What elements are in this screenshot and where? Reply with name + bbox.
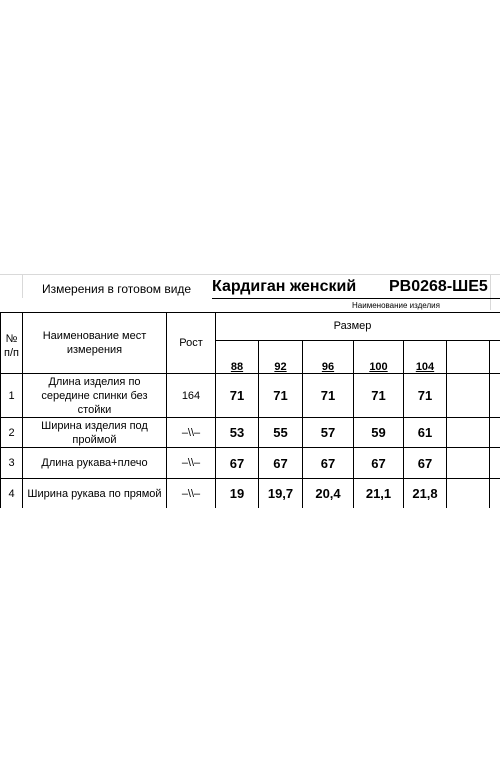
row-value: 71 — [273, 388, 288, 403]
gridline — [0, 274, 500, 275]
row-number: 4 — [8, 487, 15, 500]
row-value: 71 — [371, 388, 386, 403]
size-label: 96 — [321, 361, 335, 373]
table-border — [489, 340, 490, 508]
header-label: Измерения в готовом виде — [42, 282, 192, 296]
gridline — [22, 274, 23, 298]
row-height: –\\– — [181, 457, 201, 469]
row-value: 71 — [320, 388, 336, 403]
size-label: 88 — [230, 361, 244, 373]
row-height: 164 — [181, 389, 201, 402]
row-value: 57 — [320, 425, 336, 440]
size-label: 92 — [274, 361, 287, 373]
row-number: 1 — [8, 389, 15, 402]
row-value: 71 — [229, 388, 245, 403]
row-measurement-name: Длина рукава+плечо — [41, 457, 148, 469]
col-header-size: Размер — [333, 320, 372, 332]
article-number: PB0268-ШЕ5 — [389, 278, 488, 295]
col-header-height: Рост — [179, 337, 203, 349]
caption-line — [212, 298, 500, 299]
row-value: 55 — [273, 425, 288, 440]
row-height: –\\– — [181, 487, 201, 500]
row-value: 61 — [417, 425, 433, 440]
row-value: 21,1 — [365, 486, 392, 501]
row-value: 19 — [229, 486, 245, 501]
table-border — [0, 312, 500, 313]
row-measurement-name: Ширина изделия под проймой — [41, 419, 148, 446]
row-value: 71 — [417, 388, 433, 403]
row-value: 67 — [229, 455, 245, 471]
table-border — [22, 312, 23, 508]
size-label: 100 — [369, 361, 388, 373]
row-value: 67 — [320, 455, 336, 471]
product-caption: Наименование изделия — [352, 301, 440, 310]
row-number: 3 — [8, 457, 15, 469]
row-measurement-name: Длина изделия по середине спинки без стойки — [41, 375, 148, 416]
product-name: Кардиган женский — [212, 278, 357, 295]
table-border — [446, 340, 447, 508]
row-value: 19,7 — [267, 486, 294, 501]
row-value: 21,8 — [412, 486, 438, 501]
row-measurement-name: Ширина рукава по прямой — [27, 487, 162, 500]
col-header-name: Наименование мест измерения — [42, 330, 147, 356]
row-value: 53 — [229, 425, 245, 440]
col-header-num: № п/п — [4, 333, 19, 359]
row-value: 59 — [371, 425, 386, 440]
gridline — [490, 274, 491, 310]
row-number: 2 — [8, 426, 15, 439]
row-value: 20,4 — [315, 486, 341, 501]
row-value: 67 — [417, 455, 433, 471]
row-value: 67 — [371, 455, 386, 471]
row-value: 67 — [273, 455, 288, 471]
row-height: –\\– — [181, 426, 201, 439]
size-label: 104 — [415, 361, 435, 373]
